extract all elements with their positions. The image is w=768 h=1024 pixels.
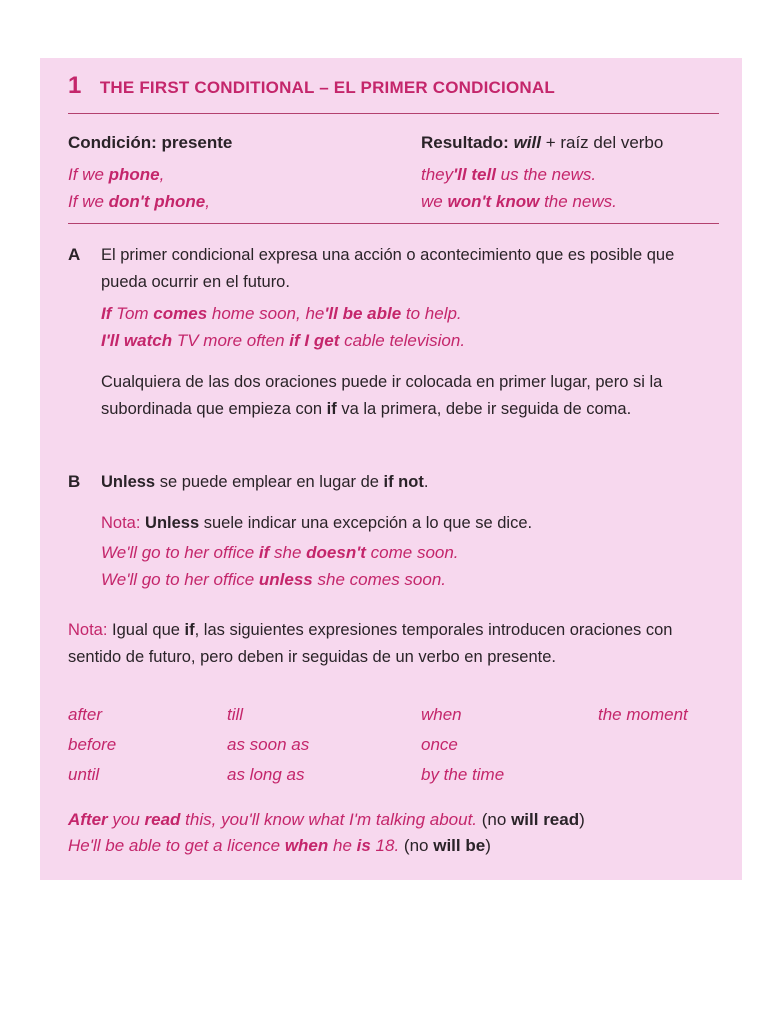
word-once: once [421,735,458,754]
text: if [258,543,270,562]
final-example-2 [68,836,491,856]
section-b-example-1 [101,543,459,563]
text: , las siguientes expresiones temporales introducen oraciones con sentido de futuro, pero deben ir seguidas de un verbo en presente. [68,621,673,666]
text: If we [68,192,109,211]
word-the-moment: the moment [598,705,688,724]
section-number: 1 [68,72,82,99]
final-example-1 [68,810,585,830]
text: va la primera, debe ir seguida de coma. [336,400,632,418]
text: He'll be able to get a licence [68,836,285,855]
text: Nota: [68,621,113,639]
text: when [284,836,329,855]
condition-row-1 [68,165,164,185]
text: cable television. [339,331,466,350]
section-a-example-1 [101,304,462,324]
text: TV more often [172,331,290,350]
text: Unless [145,514,200,532]
text: 18. [370,836,400,855]
section-b-line [101,469,428,496]
section-a-example-2 [101,331,465,351]
text: , [205,192,210,211]
text: the news. [539,192,617,211]
text: read [144,810,181,829]
section-b-example-2 [101,570,446,590]
text: ) [485,836,491,855]
text: (no [477,810,512,829]
text: Unless [101,473,156,491]
text: doesn't [306,543,366,562]
text: unless [258,570,313,589]
text: If [101,304,112,323]
text: se puede emplear en lugar de [155,473,384,491]
text: suele indicar una excepción a lo que se dice. [199,514,533,532]
condition-row-2 [68,192,210,212]
text: ) [579,810,585,829]
text: I'll watch [101,331,173,350]
text: We'll go to her office [101,570,259,589]
text: phone [108,165,160,184]
section-a-intro: El primer condicional expresa una acción o acontecimiento que es posible que pueda ocurrir en el futuro. [101,246,675,291]
text: , [159,165,165,184]
text: 'll tell [453,165,496,184]
right-column-head [421,133,663,153]
text: will read [511,810,580,829]
section-a-letter: A [68,245,81,264]
text: . [423,473,429,491]
word-until: until [68,765,100,784]
text: you [107,810,145,829]
text: don't phone [108,192,206,211]
text: to help. [401,304,462,323]
word-after: after [68,705,103,724]
word-as-long-as: as long as [227,765,305,784]
word-when: when [421,705,462,724]
section-b-nota [101,510,532,537]
text: he [328,836,357,855]
text: if I get [289,331,340,350]
text: Nota: [101,514,146,532]
text: comes [153,304,208,323]
text: Cualquiera de las dos oraciones puede ir colocada en primer lugar, pero si la subordinada que empieza con [101,373,663,418]
word-as-soon-as: as soon as [227,735,310,754]
text: if [326,400,337,418]
text: they [421,165,454,184]
text: if [184,621,195,639]
text: she comes soon. [312,570,447,589]
text: will be [433,836,486,855]
section-a-paragraph [101,369,711,423]
result-row-2 [421,192,617,212]
text: home soon, he [207,304,325,323]
left-column-head: Condición: presente [68,133,233,152]
text: (no [399,836,434,855]
text: if not [383,473,424,491]
text: Tom [111,304,154,323]
word-before: before [68,735,117,754]
text: come soon. [365,543,459,562]
section-title: THE FIRST CONDITIONAL – EL PRIMER CONDICIONAL [99,78,555,97]
text: she [269,543,307,562]
word-till: till [227,705,244,724]
text: this, you'll know what I'm talking about. [180,810,478,829]
section-b-letter: B [68,472,81,491]
text: If we [68,165,109,184]
text: We'll go to her office [101,543,259,562]
nota-2-paragraph [68,617,688,671]
text: won't know [447,192,540,211]
text: we [421,192,448,211]
top-rule [68,113,719,114]
text: us the news. [495,165,597,184]
text: is [356,836,371,855]
middle-rule [68,223,719,224]
right-head-rest: + raíz del verbo [540,133,664,152]
right-head-will: will [513,133,541,152]
word-by-the-time: by the time [421,765,505,784]
text: Igual que [112,621,185,639]
right-head-label: Resultado: [421,133,514,152]
text: 'll be able [324,304,402,323]
result-row-1 [421,165,596,185]
section-heading [68,72,555,100]
text: After [68,810,108,829]
